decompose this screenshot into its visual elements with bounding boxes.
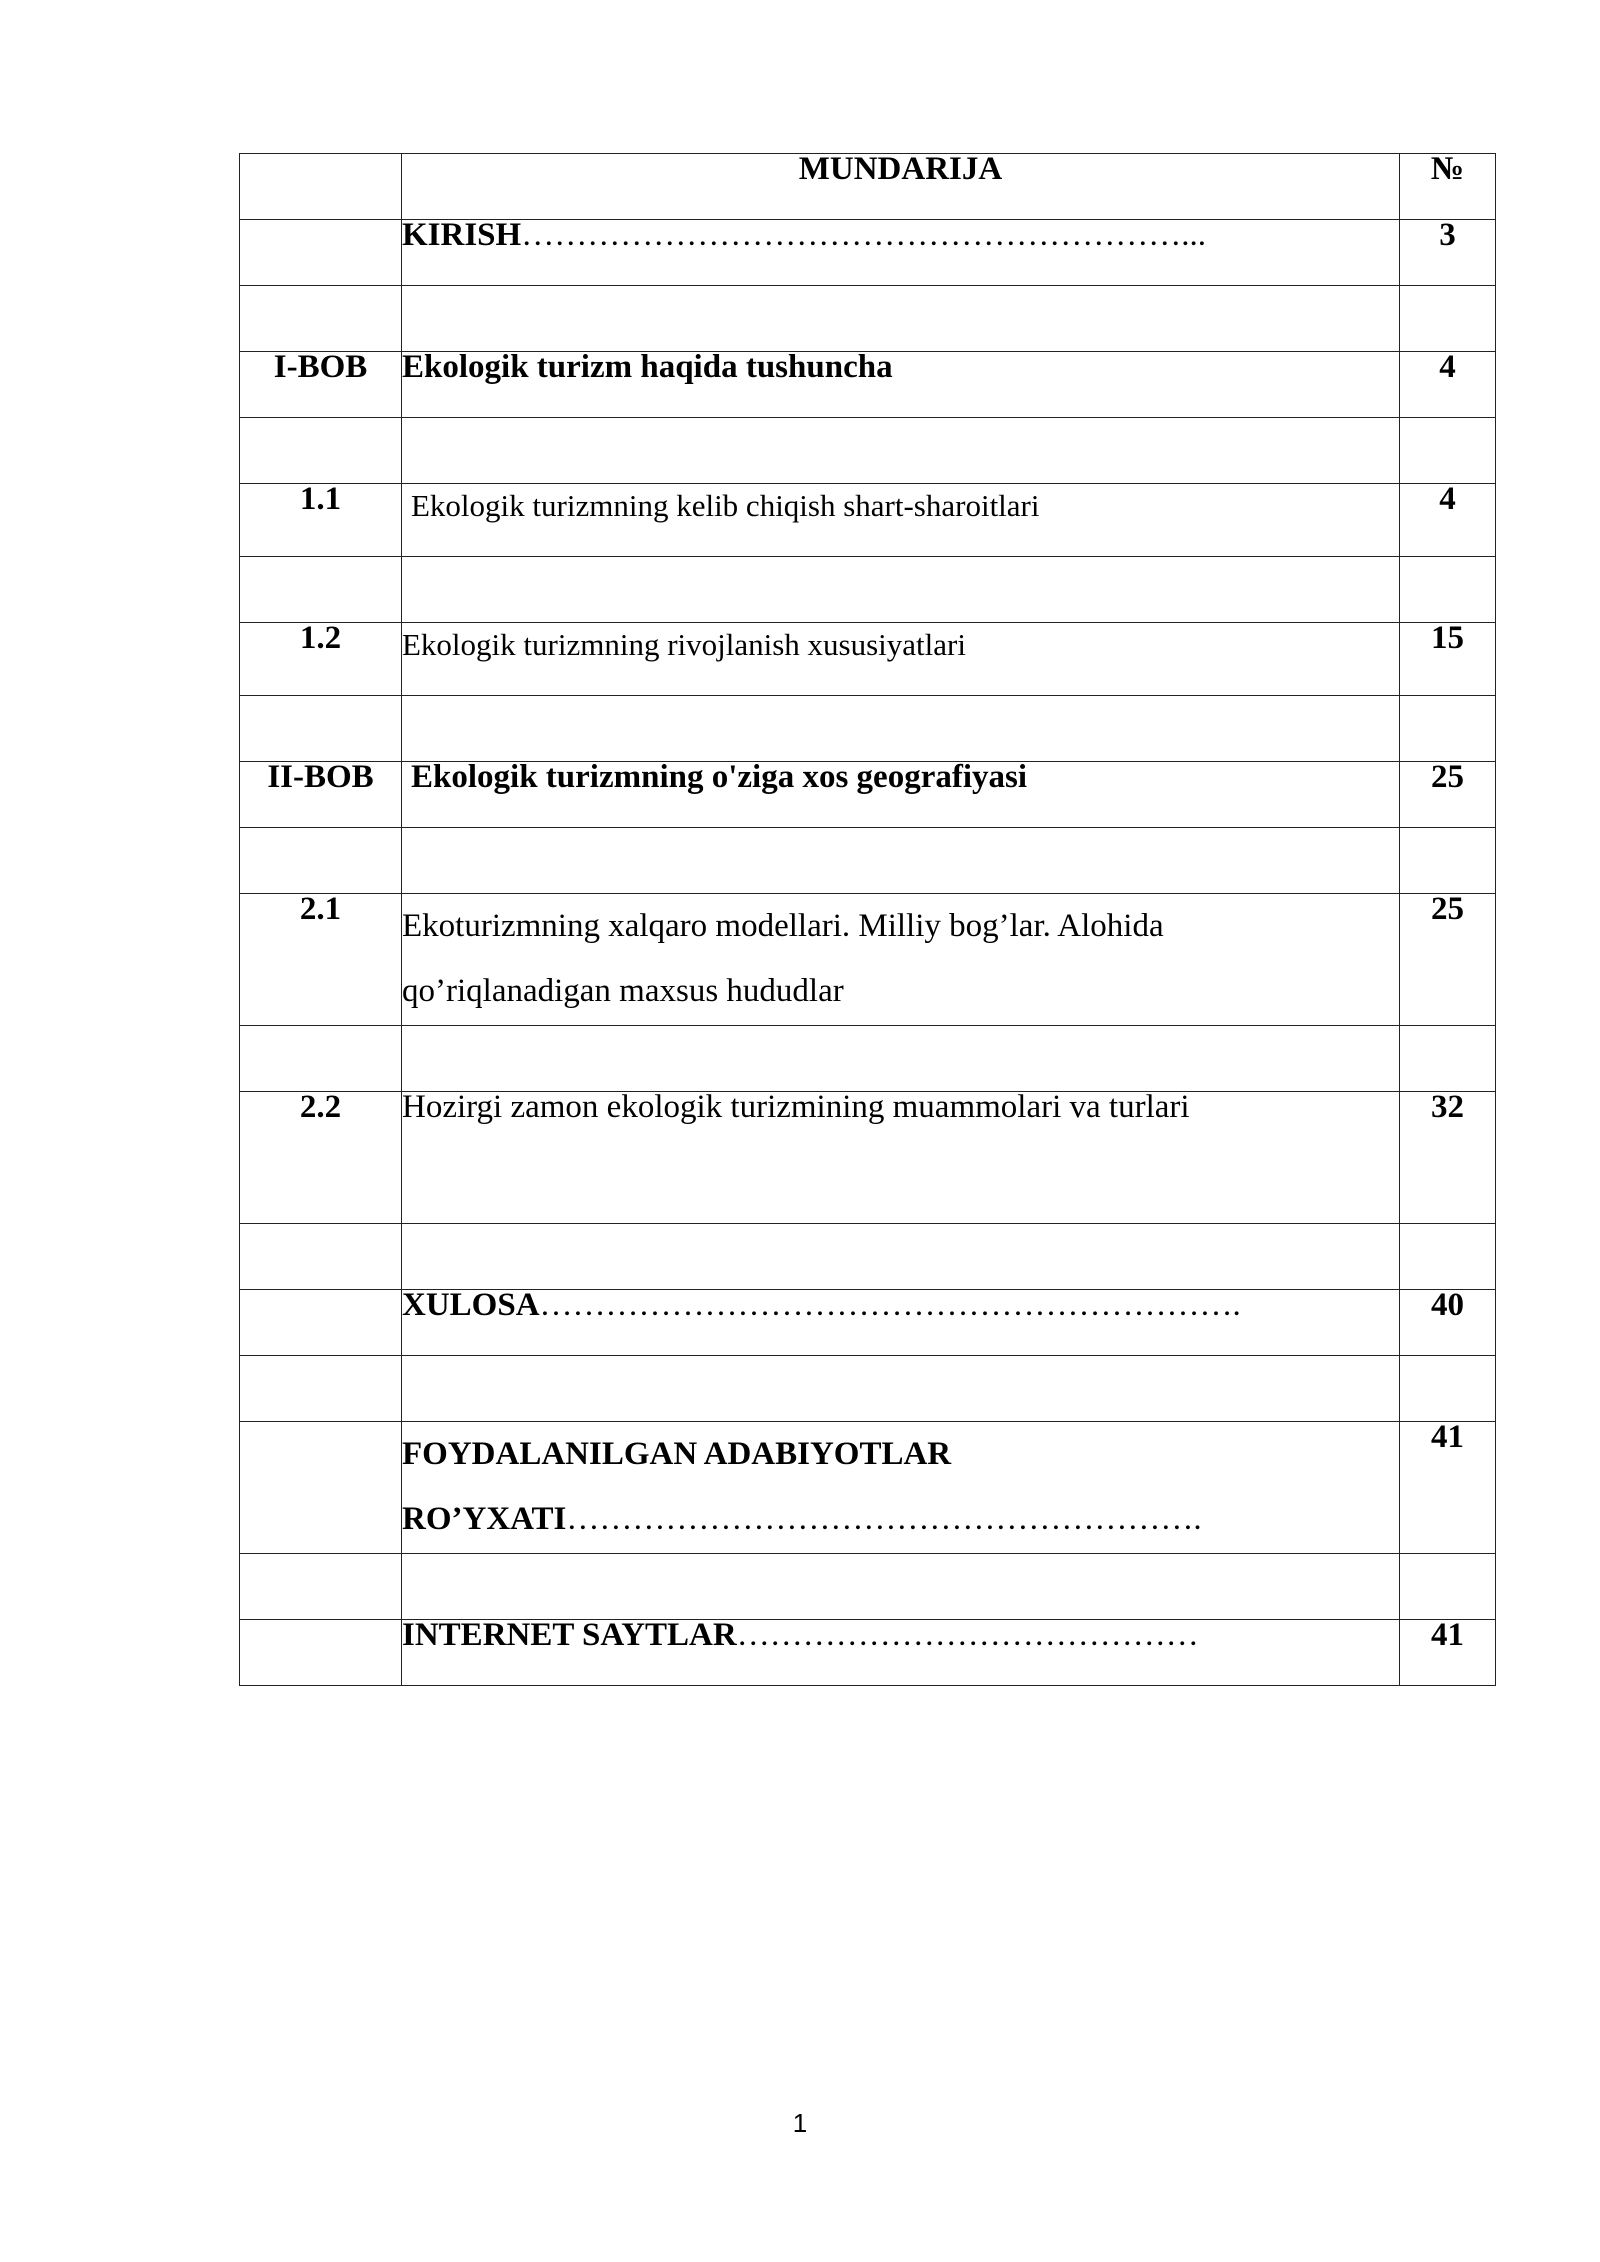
- toc-section-number: 2.1: [240, 894, 402, 1026]
- toc-leader-dots: ……………………………………………………...: [521, 217, 1206, 253]
- toc-page-number: 25: [1400, 762, 1496, 828]
- toc-cell-empty: [1400, 1554, 1496, 1620]
- toc-entry-title: KIRISH: [402, 217, 522, 253]
- toc-cell-empty: [240, 1224, 402, 1290]
- toc-leader-dots: ………………………………………………….: [566, 1501, 1202, 1537]
- toc-spacer-row: [240, 696, 1496, 762]
- toc-header-row: [240, 154, 1496, 220]
- toc-entry-adabiyotlar: [402, 1422, 1400, 1554]
- table-of-contents: [239, 153, 1496, 1686]
- toc-leader-dots: ……………………………………: [736, 1617, 1199, 1653]
- toc-cell-empty: [1400, 286, 1496, 352]
- toc-page-number: 3: [1400, 220, 1496, 286]
- toc-cell-empty: [402, 557, 1400, 623]
- toc-cell-empty: [402, 1026, 1400, 1092]
- toc-cell-empty: [240, 828, 402, 894]
- toc-row-kirish: [240, 220, 1496, 286]
- toc-section-title: [402, 484, 1400, 557]
- toc-cell-empty: [1400, 1026, 1496, 1092]
- toc-row-chapter-2: [240, 762, 1496, 828]
- toc-cell-empty: [240, 1290, 402, 1356]
- toc-entry-title: INTERNET SAYTLAR: [402, 1617, 737, 1653]
- toc-row-section-2-1: [240, 894, 1496, 1026]
- toc-entry-internet: [402, 1617, 1400, 1686]
- toc-page-number: 25: [1400, 894, 1496, 1026]
- toc-chapter-number: II-BOB: [240, 762, 402, 828]
- toc-cell-empty: [240, 1356, 402, 1422]
- toc-section-number: 1.1: [240, 484, 402, 557]
- toc-cell-empty: [240, 154, 402, 220]
- toc-cell-empty: [1400, 1224, 1496, 1290]
- toc-page-column-header: №: [1400, 154, 1496, 220]
- toc-spacer-row: [240, 1224, 1496, 1290]
- toc-chapter-title-text: Ekologik turizmning o'ziga xos geografiyasi: [411, 759, 1028, 795]
- toc-leader-dots: ……………………………………………………….: [539, 1287, 1241, 1323]
- toc-cell-empty: [402, 696, 1400, 762]
- toc-cell-empty: [240, 286, 402, 352]
- toc-row-chapter-1: [240, 352, 1496, 418]
- toc-cell-empty: [402, 418, 1400, 484]
- toc-cell-empty: [240, 220, 402, 286]
- toc-page-number: 41: [1400, 1422, 1496, 1554]
- toc-cell-empty: [240, 696, 402, 762]
- toc-cell-empty: [402, 1554, 1400, 1620]
- toc-spacer-row: [240, 1554, 1496, 1620]
- toc-section-title-line: qo’riqlanadigan maxsus hududlar: [402, 973, 844, 1009]
- toc-section-number: 1.2: [240, 623, 402, 696]
- toc-cell-empty: [240, 1422, 402, 1554]
- toc-row-xulosa: [240, 1290, 1496, 1356]
- toc-spacer-row: [240, 1356, 1496, 1422]
- toc-section-title-line: Ekoturizmning xalqaro modellari. Milliy bog’lar. Alohida: [402, 908, 1164, 944]
- toc-entry-title: XULOSA: [402, 1287, 540, 1323]
- toc-page-number: 15: [1400, 623, 1496, 696]
- toc-entry-xulosa: [402, 1287, 1400, 1356]
- toc-cell-empty: [1400, 418, 1496, 484]
- toc-chapter-title: Ekologik turizm haqida tushuncha: [402, 352, 1400, 418]
- toc-page-number: 4: [1400, 352, 1496, 418]
- page-number: 1: [792, 2108, 808, 2138]
- toc-cell-empty: [402, 1224, 1400, 1290]
- toc-page-number: 41: [1400, 1620, 1496, 1686]
- toc-cell-empty: [402, 286, 1400, 352]
- toc-page-number: 40: [1400, 1290, 1496, 1356]
- toc-cell-empty: [240, 1620, 402, 1686]
- toc-section-number: 2.2: [240, 1092, 402, 1224]
- toc-entry-title: RO’YXATI: [402, 1501, 567, 1537]
- toc-cell-empty: [1400, 557, 1496, 623]
- toc-section-title-text: Ekologik turizmning kelib chiqish shart-sharoitlari: [411, 488, 1040, 523]
- toc-entry-title-line: [402, 1487, 1399, 1552]
- toc-cell-empty: [402, 828, 1400, 894]
- toc-cell-empty: [402, 1356, 1400, 1422]
- toc-chapter-title: [402, 759, 1400, 828]
- toc-cell-empty: [240, 1026, 402, 1092]
- toc-spacer-row: [240, 828, 1496, 894]
- toc-cell-empty: [240, 1554, 402, 1620]
- toc-row-section-1-1: [240, 484, 1496, 557]
- toc-section-title: Ekologik turizmning rivojlanish xususiyatlari: [402, 623, 1400, 696]
- toc-cell-empty: [1400, 828, 1496, 894]
- toc-cell-empty: [1400, 1356, 1496, 1422]
- toc-row-section-2-2: [240, 1092, 1496, 1224]
- toc-row-internet: [240, 1620, 1496, 1686]
- toc-row-section-1-2: [240, 623, 1496, 696]
- toc-spacer-row: [240, 418, 1496, 484]
- toc-spacer-row: [240, 286, 1496, 352]
- toc-section-title: Hozirgi zamon ekologik turizmining muammolari va turlari: [402, 1092, 1400, 1224]
- toc-spacer-row: [240, 1026, 1496, 1092]
- toc-heading: MUNDARIJA: [402, 154, 1400, 220]
- toc-entry-kirish: [402, 217, 1400, 286]
- toc-spacer-row: [240, 557, 1496, 623]
- toc-entry-title-line: FOYDALANILGAN ADABIYOTLAR: [402, 1436, 952, 1472]
- toc-row-adabiyotlar: [240, 1422, 1496, 1554]
- toc-cell-empty: [240, 418, 402, 484]
- toc-chapter-number: I-BOB: [240, 352, 402, 418]
- toc-cell-empty: [1400, 696, 1496, 762]
- toc-section-title: [402, 894, 1400, 1026]
- toc-page-number: 32: [1400, 1092, 1496, 1224]
- toc-cell-empty: [240, 557, 402, 623]
- toc-page-number: 4: [1400, 484, 1496, 557]
